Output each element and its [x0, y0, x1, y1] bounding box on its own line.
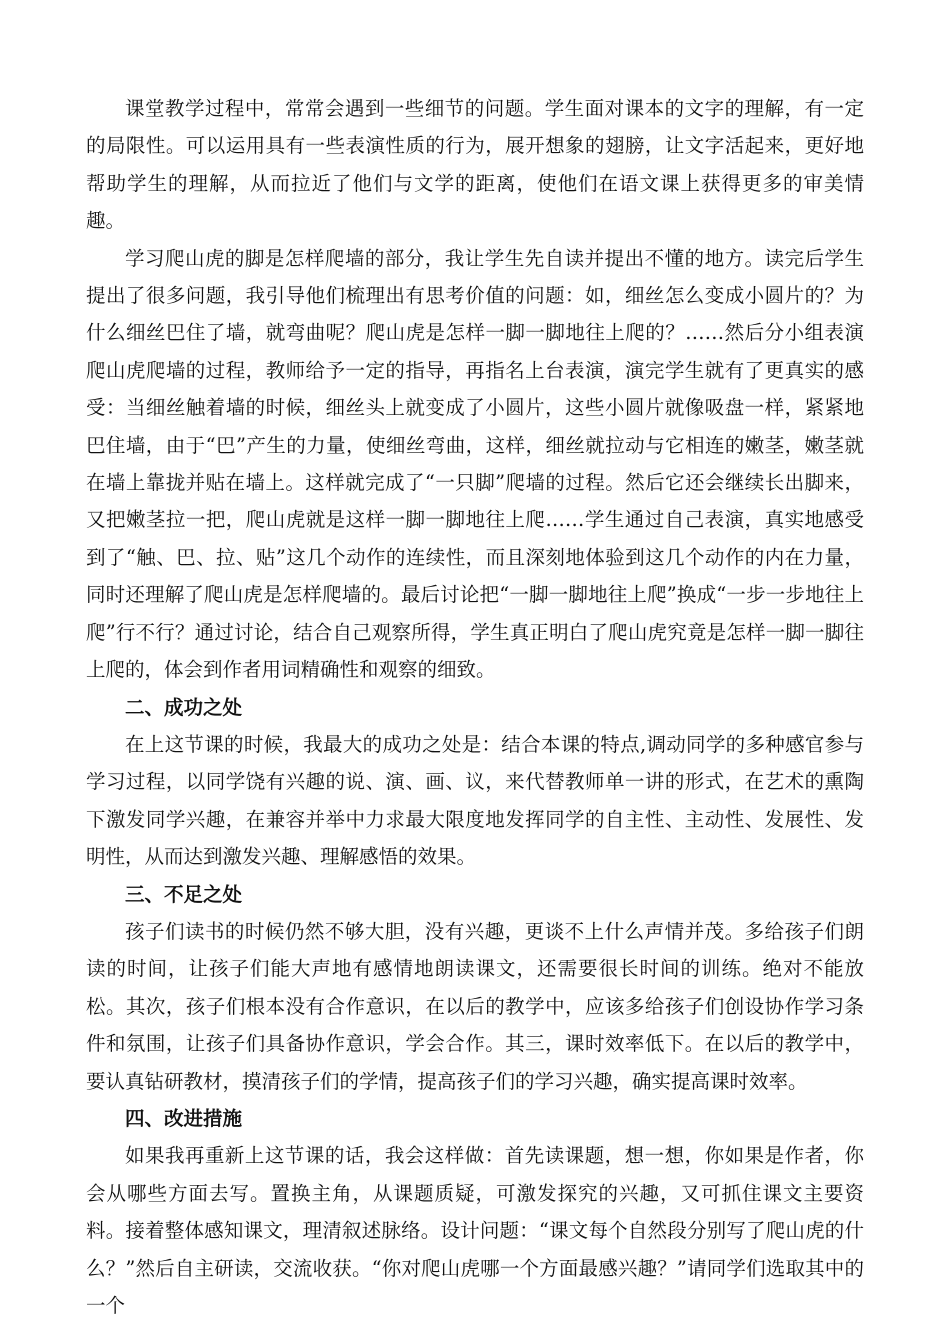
paragraph-intro: 课堂教学过程中，常常会遇到一些细节的问题。学生面对课本的文字的理解，有一定的局限性。可以运用具有一些表演性质的行为，展开想象的翅膀，让文字活起来，更好地帮助学生的理解，从而拉近了他们与文学的距离，使他们在语文课上获得更多的审美情趣。: [86, 97, 864, 233]
paragraph-success: 在上这节课的时候，我最大的成功之处是：结合本课的特点,调动同学的多种感官参与学习过程，以同学饶有兴趣的说、演、画、议，来代替教师单一讲的形式，在艺术的熏陶下激发同学兴趣，在兼容并举中力求最大限度地发挥同学的自主性、主动性、发展性、发明性，从而达到激发兴趣、理解感悟的效果。: [86, 732, 864, 869]
section-heading-improvements: 四、改进措施: [125, 1106, 243, 1130]
paragraph-climbing-example: 学习爬山虎的脚是怎样爬墙的部分，我让学生先自读并提出不懂的地方。读完后学生提出了很多问题，我引导他们梳理出有思考价值的问题：如，细丝怎么变成小圆片的？为什么细丝巴住了墙，就弯曲呢？爬山虎是怎样一脚一脚地往上爬的？……然后分小组表演爬山虎爬墙的过程，教师给予一定的指导，再指名上台表演，演完学生就有了更真实的感受：当细丝触着墙的时候，细丝头上就变成了小圆片，这些小圆片就像吸盘一样，紧紧地巴住墙，由于“巴”产生的力量，使细丝弯曲，这样，细丝就拉动与它相连的嫩茎，嫩茎就在墙上靠拢并贴在墙上。这样就完成了“一只脚”爬墙的过程。然后它还会继续长出脚来，又把嫩茎拉一把，爬山虎就是这样一脚一脚地往上爬……学生通过自己表演，真实地感受到了“触、巴、拉、贴”这几个动作的连续性，而且深刻地体验到这几个动作的内在力量，同时还理解了爬山虎是怎样爬墙的。最后讨论把“一脚一脚地往上爬”换成“一步一步地往上爬”行不行？通过讨论，结合自己观察所得，学生真正明白了爬山虎究竟是怎样一脚一脚往上爬的，体会到作者用词精确性和观察的细致。: [86, 246, 864, 682]
section-heading-success: 二、成功之处: [125, 695, 243, 719]
document-body: [86, 90, 864, 1324]
paragraph-improvements: 如果我再重新上这节课的话，我会这样做：首先读课题，想一想，你如果是作者，你会从哪些方面去写。置换主角，从课题质疑，可激发探究的兴趣，又可抓住课文主要资料。接着整体感知课文，理清叙述脉络。设计问题：“课文每个自然段分别写了爬山虎的什么？”然后自主研读，交流收获。“你对爬山虎哪一个方面最感兴趣？”请同学们选取其中的一个: [86, 1144, 864, 1317]
paragraph-shortcomings: 孩子们读书的时候仍然不够大胆，没有兴趣，更谈不上什么声情并茂。多给孩子们朗读的时间，让孩子们能大声地有感情地朗读课文，还需要很长时间的训练。绝对不能放松。其次，孩子们根本没有合作意识，在以后的教学中，应该多给孩子们创设协作学习条件和氛围，让孩子们具备协作意识，学会合作。其三，课时效率低下。在以后的教学中，要认真钻研教材，摸清孩子们的学情，提高孩子们的学习兴趣，确实提高课时效率。: [86, 919, 864, 1093]
section-heading-shortcomings: 三、不足之处: [125, 882, 243, 906]
